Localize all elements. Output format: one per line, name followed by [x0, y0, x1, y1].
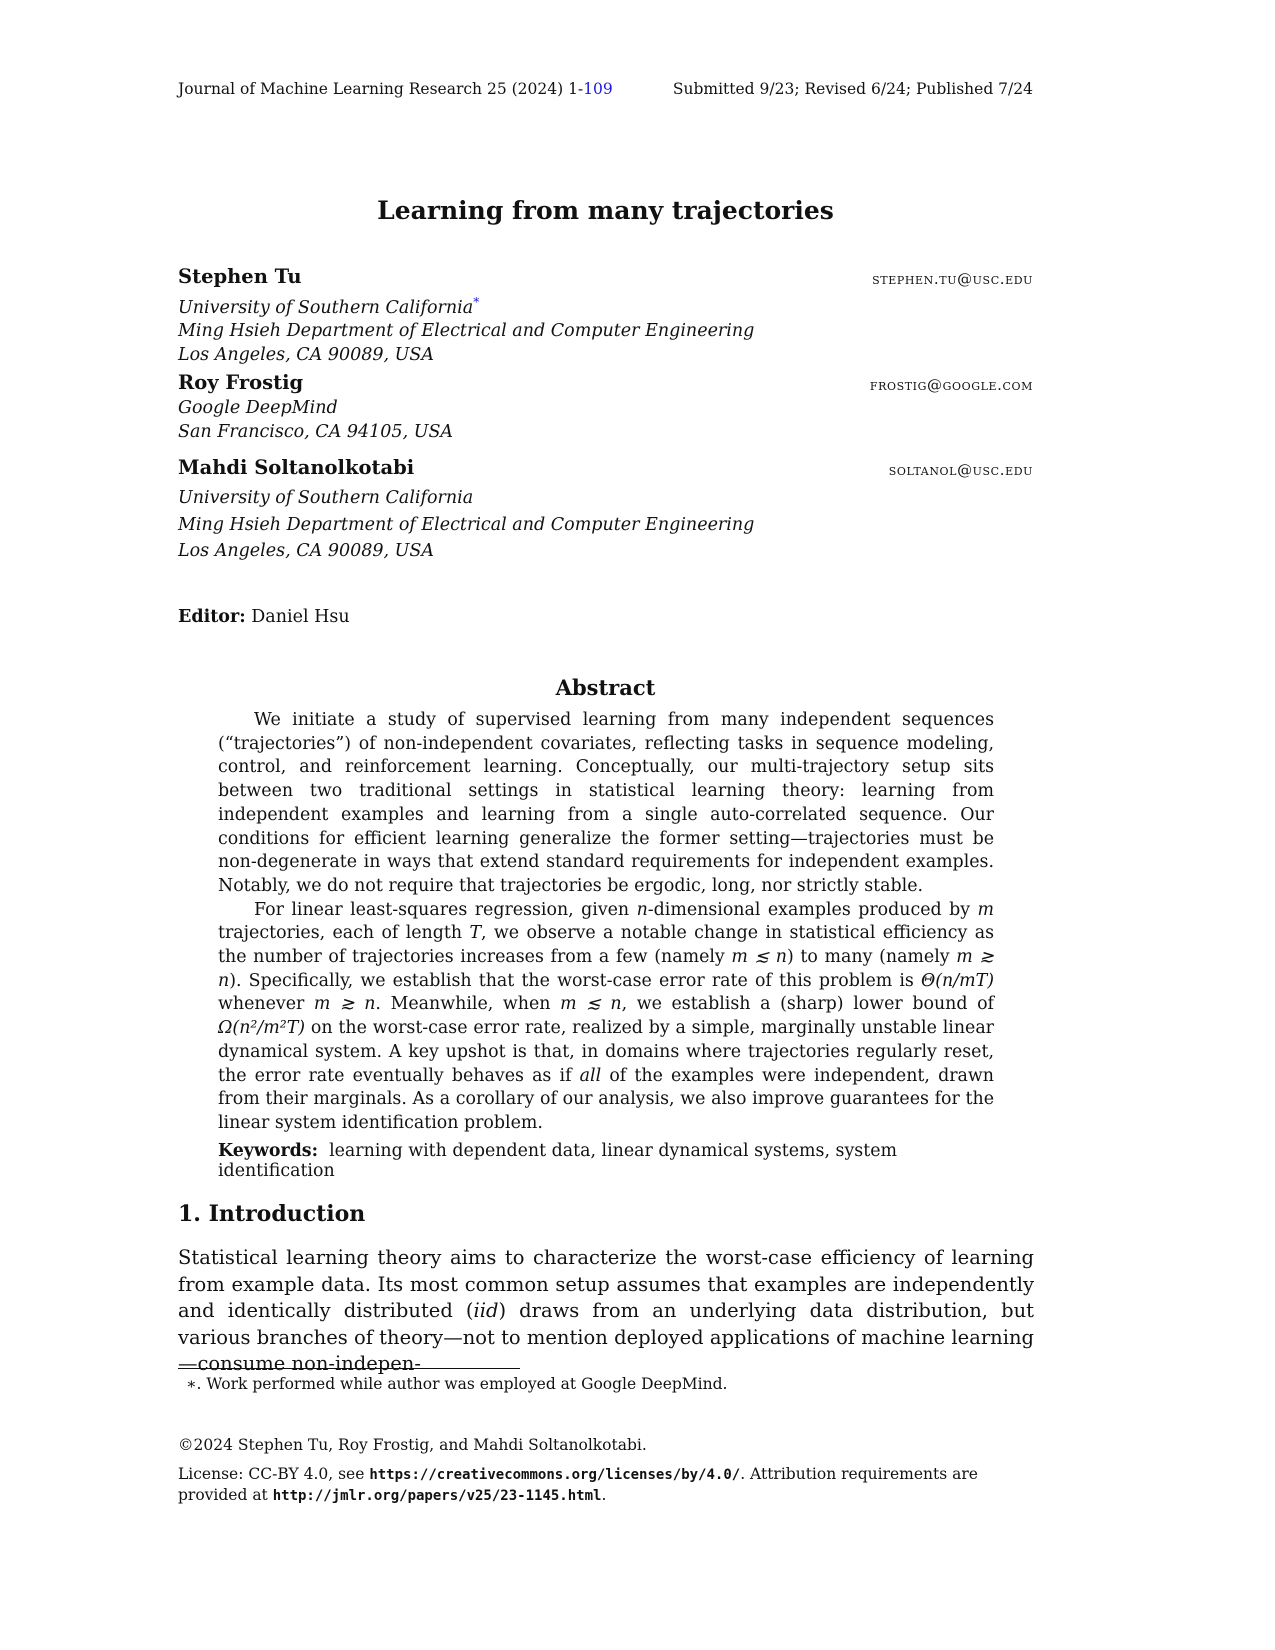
last-page-link[interactable]: 109: [583, 80, 613, 98]
footnote-mark-link[interactable]: *: [473, 295, 480, 309]
abstract-paragraph: For linear least-squares regression, given n-dimensional examples produced by m trajectories, each of length T, we observe a notable change in statistical efficiency as the number of trajectories increases from a few (namely m ≲ n) to many (namely m ≳ n). Specifically, we establish that the worst-case error rate of this problem is Θ(n/mT) whenever m ≳ n. Meanwhile, when m ≲ n, we establish a (sharp) lower bound of Ω(n²/m²T) on the worst-case error rate, realized by a simple, marginally unstable linear dynamical system. A key upshot is that, in domains where trajectories regularly reset, the error rate eventually behaves as if all of the examples were independent, drawn from their marginals. As a corollary of our analysis, we also improve guarantees for the linear system identification problem.: [218, 899, 994, 1133]
intro-paragraph: Statistical learning theory aims to characterize the worst-case efficiency of learning from example data. Its most common setup assumes that examples are independently and identically distributed (iid) draws from an underlying data distribution, but various branches of theory—not to mention deployed applications of machine learning—consume non-indepen-: [178, 1246, 1034, 1375]
math-inline: n: [636, 899, 648, 920]
author-affiliation: University of Southern California Ming Hsieh Department of Electrical and Computer Engineering Los Angeles, CA 90089, USA: [178, 488, 755, 561]
abstract-heading: Abstract: [555, 675, 656, 700]
math-inline: m ≳ n: [218, 947, 994, 991]
running-head-journal: Journal of Machine Learning Research 25 (2024) 1-109: [178, 80, 613, 98]
emphasis: iid: [473, 1299, 499, 1322]
copyright-line: ©2024 Stephen Tu, Roy Frostig, and Mahdi Soltanolkotabi.: [178, 1436, 647, 1454]
author-affiliation: Google DeepMind San Francisco, CA 94105, USA: [178, 398, 454, 442]
abstract-paragraph: We initiate a study of supervised learning from many independent sequences (“trajectories”) of non-independent covariates, reflecting tasks in sequence modeling, control, and reinforcement learning. Conceptually, our multi-trajectory setup sits between two traditional settings in statistical learning theory: learning from independent examples and learning from a single auto-correlated sequence. Our conditions for efficient learning generalize the former setting—trajectories must be non-degenerate in ways that extend standard requirements for independent examples. Notably, we do not require that trajectories be ergodic, long, nor strictly stable.: [218, 710, 994, 896]
author-email: frostig@google.com: [869, 376, 1033, 394]
math-inline: m ≳ n: [313, 994, 376, 1015]
author-email: stephen.tu@usc.edu: [872, 270, 1033, 288]
author-affiliation: University of Southern California* Ming Hsieh Department of Electrical and Computer Engineering Los Angeles, CA 90089, USA: [178, 295, 755, 365]
math-inline: m: [977, 899, 994, 920]
license-url-link[interactable]: https://creativecommons.org/licenses/by/4.0/: [369, 1467, 741, 1483]
section-heading: 1. Introduction: [178, 1201, 366, 1227]
paper-url-link[interactable]: http://jmlr.org/papers/v25/23-1145.html: [272, 1488, 602, 1504]
author-email: soltanol@usc.edu: [888, 461, 1033, 479]
emphasis: all: [579, 1065, 602, 1086]
math-inline: Ω(n²/m²T): [218, 1018, 306, 1039]
math-inline: Θ(n/mT): [921, 970, 994, 991]
keywords-line: Keywords: learning with dependent data, linear dynamical systems, system identification: [218, 1141, 897, 1181]
author-name: Stephen Tu: [178, 265, 302, 288]
footnote-rule: [178, 1368, 520, 1369]
math-inline: T: [469, 923, 482, 944]
footnote: ∗. Work performed while author was employed at Google DeepMind.: [186, 1375, 728, 1393]
running-head-dates: Submitted 9/23; Revised 6/24; Published 7/24: [672, 80, 1033, 98]
author-name: Mahdi Soltanolkotabi: [178, 456, 415, 479]
license-line: License: CC-BY 4.0, see https://creativecommons.org/licenses/by/4.0/. Attribution requirements are provided at http://jmlr.org/papers/v25/23-1145.html.: [178, 1465, 978, 1504]
math-inline: m ≲ n: [731, 947, 787, 968]
paper-title: Learning from many trajectories: [377, 196, 834, 225]
math-inline: m ≲ n: [560, 994, 622, 1015]
author-name: Roy Frostig: [178, 371, 304, 394]
editor-line: Editor: Daniel Hsu: [178, 607, 350, 627]
abstract-body: [218, 709, 994, 1136]
